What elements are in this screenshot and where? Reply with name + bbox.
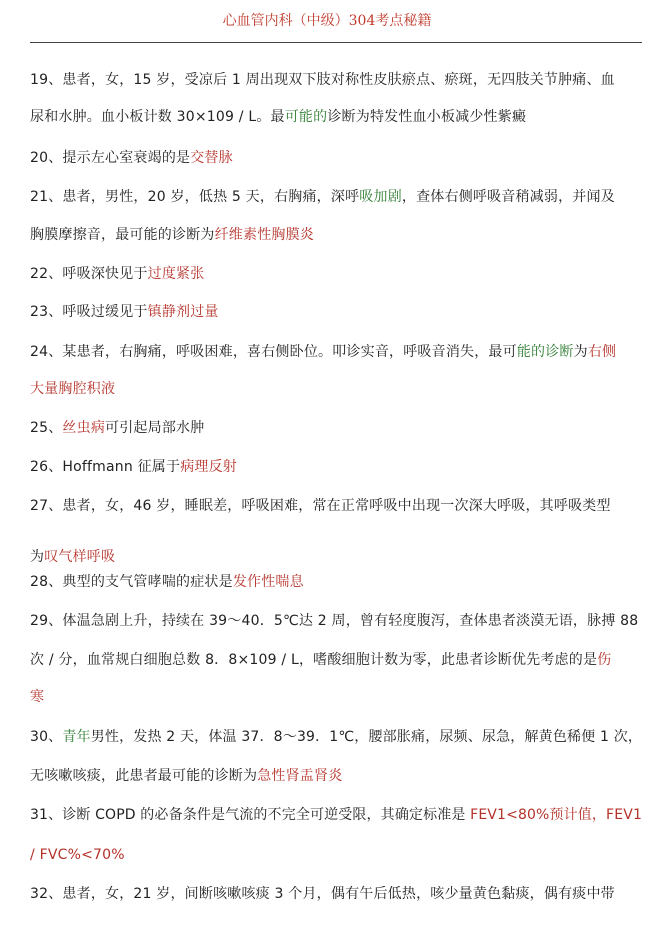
body-text: 诊断为特发性血小板减少性紫癜 xyxy=(327,109,527,125)
text-line xyxy=(30,766,342,786)
body-text: 22、呼吸深快见于 xyxy=(30,266,148,282)
text-line xyxy=(30,225,314,245)
text-line xyxy=(30,727,642,747)
highlighted-text: 纤维素性胸膜炎 xyxy=(214,227,315,243)
text-line xyxy=(30,148,233,168)
text-line xyxy=(30,264,204,284)
body-text: 23、呼吸过缓见于 xyxy=(30,304,148,320)
body-text: 24、某患者，右胸痛，呼吸困难，喜右侧卧位。叩诊实音，呼吸音消失，最可 xyxy=(30,344,517,360)
highlighted-text: 伤 xyxy=(597,652,612,668)
highlighted-text: 寒 xyxy=(30,689,45,705)
body-text: 29、体温急剧上升，持续在 39～40．5℃达 2 周，曾有轻度腹泻，查体患者淡漠无语，脉搏 88 xyxy=(30,613,639,629)
body-text: 31、诊断 COPD 的必备条件是气流的不完全可逆受限，其确定标准是 xyxy=(30,807,471,823)
header-divider xyxy=(30,42,642,43)
highlighted-text: 交替脉 xyxy=(190,150,233,166)
text-line xyxy=(30,650,611,670)
highlighted-text: 大量胸腔积液 xyxy=(30,381,116,397)
body-text: 28、典型的支气管哮喘的症状是 xyxy=(30,574,233,590)
text-line xyxy=(30,496,611,516)
body-text: 21、患者，男性，20 岁，低热 5 天，右胸痛，深呼 xyxy=(30,189,360,205)
text-line xyxy=(30,379,115,399)
highlighted-text: 能的诊断 xyxy=(516,344,574,360)
text-line xyxy=(30,547,115,567)
text-line xyxy=(30,70,615,90)
highlighted-text: FEV1<80%预计值，FEV1 xyxy=(470,807,642,823)
text-line xyxy=(30,611,638,631)
text-line xyxy=(30,187,615,207)
body-text: 20、提示左心室衰竭的是 xyxy=(30,150,191,166)
body-text: 25、 xyxy=(30,420,63,436)
text-line xyxy=(30,302,219,322)
body-text: 可引起局部水肿 xyxy=(105,420,205,436)
highlighted-text: 急性肾盂肾炎 xyxy=(257,768,343,784)
highlighted-text: 过度紧张 xyxy=(147,266,205,282)
body-text: 尿和水肿。血小板计数 30×109 / L。最 xyxy=(30,109,285,125)
body-text: 19、患者，女，15 岁，受凉后 1 周出现双下肢对称性皮肤瘀点、瘀斑，无四肢关节肿痛、血 xyxy=(30,72,615,88)
body-text: ，查体右侧呼吸音稍减弱，并闻及 xyxy=(401,189,615,205)
body-text: 32、患者，女，21 岁，间断咳嗽咳痰 3 个月，偶有午后低热，咳少量黄色黏痰，偶有痰中带 xyxy=(30,886,615,902)
text-line xyxy=(30,845,125,865)
highlighted-text: 青年 xyxy=(62,729,91,745)
text-line xyxy=(30,457,237,477)
highlighted-text: 病理反射 xyxy=(180,459,237,475)
highlighted-text: / FVC%<70% xyxy=(30,847,125,863)
body-text: 为 xyxy=(30,549,45,565)
highlighted-text: 丝虫病 xyxy=(62,420,106,436)
body-text: 次 / 分，血常规白细胞总数 8．8×109 / L，嗜酸细胞计数为零，此患者诊断优先考虑的是 xyxy=(30,652,598,668)
highlighted-text: 发作性喘息 xyxy=(232,574,304,590)
body-text: 30、 xyxy=(30,729,63,745)
body-text: 无咳嗽咳痰，此患者最可能的诊断为 xyxy=(30,768,258,784)
body-text: 26、Hoffmann 征属于 xyxy=(30,459,181,475)
text-line xyxy=(30,687,44,707)
body-text: 为 xyxy=(573,344,588,360)
highlighted-text: 镇静剂过量 xyxy=(147,304,219,320)
highlighted-text: 右侧 xyxy=(587,344,617,360)
highlighted-text: 吸加剧 xyxy=(359,189,402,205)
text-line xyxy=(30,418,204,438)
text-line xyxy=(30,342,616,362)
text-line xyxy=(30,884,615,904)
body-text: 男性，发热 2 天，体温 37．8～39．1℃，腰部胀痛，尿频、尿急，解黄色稀便 1 次， xyxy=(90,729,643,745)
text-line xyxy=(30,805,642,825)
page-header-title: 心血管内科（中级）304考点秘籍 xyxy=(222,13,432,29)
body-text: 胸膜摩擦音，最可能的诊断为 xyxy=(30,227,215,243)
highlighted-text: 叹气样呼吸 xyxy=(44,549,116,565)
text-line xyxy=(30,107,526,127)
highlighted-text: 可能的 xyxy=(284,109,328,125)
body-text: 27、患者，女，46 岁，睡眠差，呼吸困难，常在正常呼吸中出现一次深大呼吸，其呼吸类型 xyxy=(30,498,611,514)
text-line xyxy=(30,572,304,592)
